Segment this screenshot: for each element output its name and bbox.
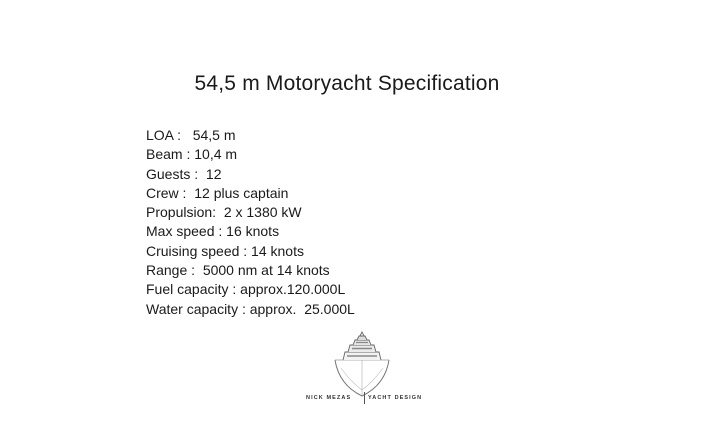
spec-beam: Beam : 10,4 m — [146, 146, 238, 163]
logo-divider — [364, 392, 365, 404]
spec-cruising-speed: Cruising speed : 14 knots — [146, 242, 304, 259]
spec-water-capacity: Water capacity : approx. 25.000L — [146, 300, 355, 317]
spec-max-speed: Max speed : 16 knots — [146, 223, 280, 240]
spec-guests: Guests : 12 — [146, 165, 222, 182]
page-title: 54,5 m Motoryacht Specification — [194, 72, 500, 95]
spec-range: Range : 5000 nm at 14 knots — [146, 262, 330, 279]
spec-crew: Crew : 12 plus captain — [146, 184, 289, 201]
logo-design-text: YACHT DESIGN — [368, 395, 423, 401]
yacht-bow-icon — [331, 330, 393, 398]
designer-logo — [306, 330, 423, 410]
logo-name-text: NICK MEZAS — [306, 395, 352, 401]
spec-loa: LOA : 54,5 m — [146, 127, 236, 143]
spec-fuel-capacity: Fuel capacity : approx.120.000L — [146, 281, 346, 298]
spec-propulsion: Propulsion: 2 x 1380 kW — [146, 204, 302, 221]
spec-list — [146, 126, 355, 319]
